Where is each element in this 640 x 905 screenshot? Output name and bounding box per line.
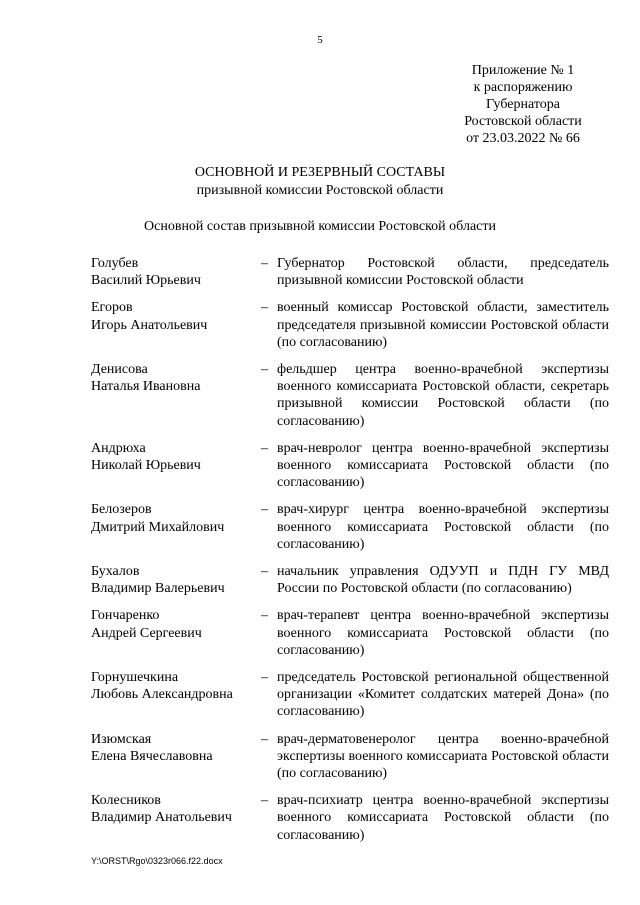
- member-name: [91, 669, 261, 721]
- member-surname: Изюмская: [91, 731, 152, 747]
- member-name: [91, 361, 261, 430]
- member-dash: –: [261, 440, 268, 456]
- member-row: [91, 607, 609, 659]
- member-given-name: Владимир Анатольевич: [91, 810, 232, 826]
- title-line-1: ОСНОВНОЙ И РЕЗЕРВНЫЙ СОСТАВЫ: [194, 165, 446, 180]
- member-role: врач-терапевт центра военно-врачебной экспертизы военного комиссариата Ростовской области (по согласованию): [277, 608, 609, 658]
- member-surname: Гончаренко: [91, 608, 160, 624]
- member-dash: –: [261, 256, 268, 271]
- member-surname: Егоров: [91, 300, 133, 316]
- member-row: [91, 361, 609, 430]
- member-role: фельдшер центра военно-врачебной экспертизы военного комиссариата Ростовской области, секретарь призывной комиссии Ростовской области (по согласованию): [277, 362, 609, 429]
- member-role: врач-невролог центра военно-врачебной экспертизы военного комиссариата Ростовской области (по согласованию): [277, 440, 609, 491]
- page-number: 5: [317, 34, 323, 46]
- member-role: врач-дерматовенеролог центра военно-врачебной экспертизы военного комиссариата Ростовской области (по согласованию): [277, 731, 609, 782]
- member-surname: Бухалов: [91, 564, 140, 580]
- member-name: [91, 440, 261, 492]
- member-row: [91, 669, 609, 721]
- member-given-name: Николай Юрьевич: [91, 458, 201, 474]
- member-surname: Колесников: [91, 793, 161, 809]
- member-given-name: Любовь Александровна: [91, 687, 233, 703]
- member-surname: Андрюха: [91, 440, 146, 456]
- document-title: [0, 164, 640, 200]
- file-path-footer: Y:\ORST\Rgo\0323r066.f22.docx: [91, 856, 223, 866]
- title-line-2: призывной комиссии Ростовской области: [196, 183, 444, 198]
- member-role: врач-хирург центра военно-врачебной экспертизы военного комиссариата Ростовской области (по согласованию): [277, 502, 609, 552]
- member-dash: –: [261, 502, 268, 518]
- member-row: [91, 792, 609, 844]
- member-role: военный комиссар Ростовской области, заместитель председателя призывной комиссии Ростовской области (по согласованию): [277, 300, 609, 350]
- member-name: [91, 299, 261, 351]
- member-row: [91, 563, 609, 597]
- member-name: [91, 792, 261, 844]
- member-given-name: Игорь Анатольевич: [91, 317, 208, 333]
- member-name: [91, 501, 261, 553]
- member-role: Губернатор Ростовской области, председатель призывной комиссии Ростовской области: [277, 256, 609, 289]
- member-dash: –: [261, 731, 268, 747]
- member-surname: Горнушечкина: [91, 670, 179, 686]
- member-name: [91, 563, 261, 597]
- member-given-name: Андрей Сергеевич: [91, 625, 202, 641]
- member-dash: –: [261, 670, 268, 686]
- member-surname: Денисова: [91, 362, 148, 378]
- member-name: [91, 255, 261, 289]
- appendix-line: Приложение № 1: [471, 63, 575, 78]
- member-list: [91, 255, 609, 854]
- member-row: [91, 255, 609, 289]
- member-dash: –: [261, 300, 268, 316]
- member-surname: Белозеров: [91, 502, 152, 518]
- member-given-name: Елена Вячеславовна: [91, 748, 213, 764]
- member-name: [91, 731, 261, 783]
- section-title: Основной состав призывной комиссии Ростовской области: [144, 219, 496, 234]
- appendix-block: [440, 62, 606, 147]
- member-row: [91, 501, 609, 553]
- member-dash: –: [261, 793, 268, 809]
- member-role: начальник управления ОДУУП и ПДН ГУ МВД России по Ростовской области (по согласованию): [277, 564, 609, 597]
- member-given-name: Василий Юрьевич: [91, 273, 201, 289]
- member-dash: –: [261, 608, 268, 624]
- member-given-name: Наталья Ивановна: [91, 379, 201, 395]
- member-given-name: Владимир Валерьевич: [91, 581, 225, 597]
- member-role: председатель Ростовской региональной общественной организации «Комитет солдатских матерей Дона» (по согласованию): [277, 670, 609, 720]
- member-row: [91, 440, 609, 492]
- member-surname: Голубев: [91, 256, 139, 271]
- appendix-line: от 23.03.2022 № 66: [466, 131, 580, 146]
- member-dash: –: [261, 564, 268, 580]
- member-row: [91, 731, 609, 783]
- member-dash: –: [261, 362, 268, 378]
- appendix-line: Ростовской области: [464, 114, 582, 129]
- appendix-line: Губернатора: [485, 97, 561, 112]
- appendix-line: к распоряжению: [473, 80, 573, 95]
- member-role: врач-психиатр центра военно-врачебной экспертизы военного комиссариата Ростовской области (по согласованию): [277, 793, 609, 843]
- member-given-name: Дмитрий Михайлович: [91, 519, 225, 535]
- member-row: [91, 299, 609, 351]
- member-name: [91, 607, 261, 659]
